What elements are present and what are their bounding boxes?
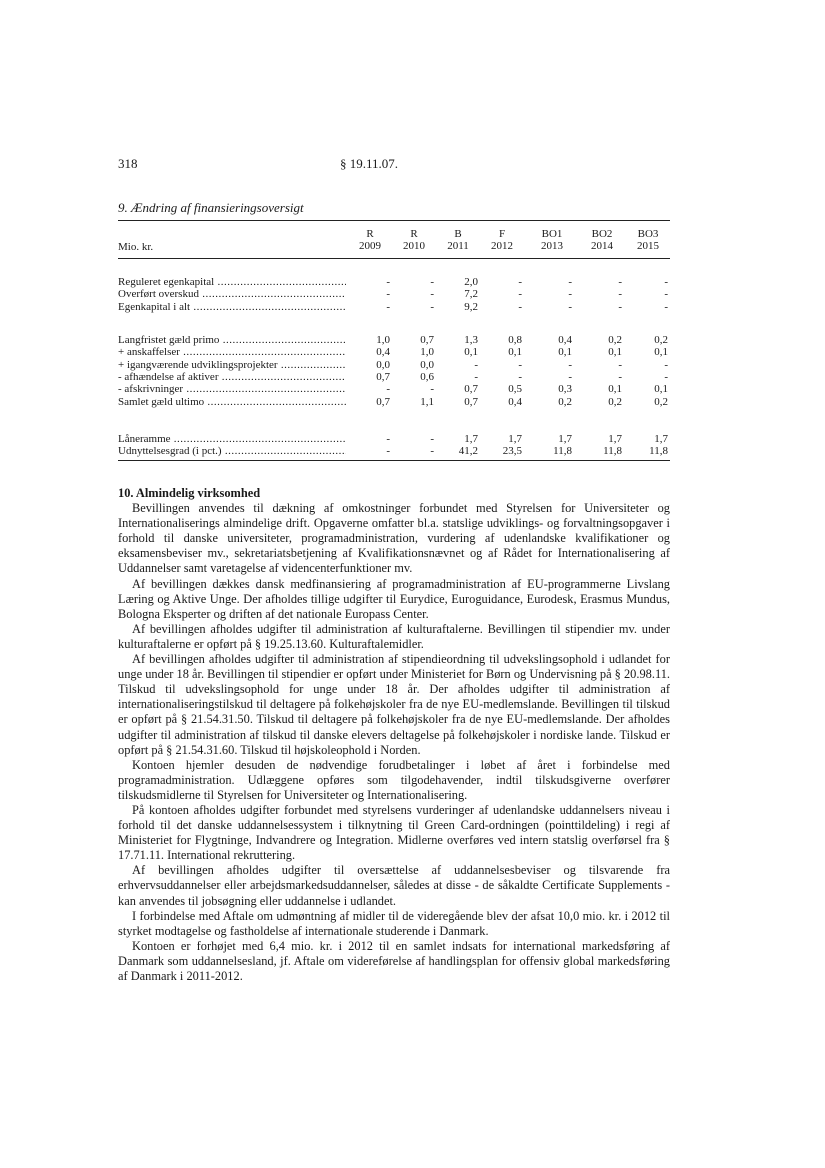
row-label: Langfristet gæld primo ..... [118,334,346,346]
table-cell: 0,0 [376,358,390,371]
table-cell: 0,4 [376,346,390,359]
table-cell: - [568,358,572,371]
column-type: B [454,228,462,240]
row-label: - afhændelse af aktiver ..... [118,371,346,383]
row-label: Udnyttelsesgrad (i pct.) ..... [118,445,346,457]
column-header [480,228,524,252]
table-cell: 1,7 [464,433,478,445]
table-cell: - [518,288,522,301]
table-cell: - [430,300,434,313]
table-cell: 1,7 [654,433,668,445]
paragraph: Af bevillingen afholdes udgifter til oversættelse af uddannelsesbeviser og tilsvarende fra erhvervsuddannelser eller arbejdsmarkedsuddannelser, således at disse - de såkaldte Certificate Supplements - kan anvendes til jobsøgning eller uddannelse i udlandet. [118,863,670,908]
section-body [118,486,670,984]
row-label: + igangværende udviklingsprojekter ..... [118,359,346,371]
column-year: 2015 [637,240,659,252]
paragraph: Kontoen hjemler desuden de nødvendige forudbetalinger i løbet af året i forbindelse med programadministration. Udlæggene opføres som tilgodehavender, indtil tilskudsgiverne overfører tilskudsmidlerne til Styrelsen for Universiteter og Internationalisering. [118,757,670,802]
column-type: BO3 [637,228,659,240]
row-label: - afskrivninger ..... [118,383,346,395]
table-cell: 0,7 [464,395,478,408]
table-cell: 1,7 [558,433,572,445]
table-cell: - [430,276,434,288]
table-cell: - [618,276,622,288]
table-cell: 0,7 [376,370,390,383]
table-cell: 0,2 [608,395,622,408]
table-cell: - [518,276,522,288]
row-label: Overført overskud ..... [118,288,346,300]
column-year: 2009 [359,240,381,252]
column-type: R [410,228,418,240]
section-title: 10. Almindelig virksomhed [118,486,261,500]
paragraph: Af bevillingen dækkes dansk medfinansiering af programadministration af EU-programmerne Livslang Læring og Aktive Unge. Der afholdes tillige udgifter til Eurydice, Euroguidance, Eurodesk, Erasmus Mundus, Bologna Eksperter og driften af det nationale Europass Center. [118,576,670,621]
table-cell: 1,0 [376,334,390,346]
column-year: 2012 [491,240,513,252]
table-cell: 0,1 [558,346,572,359]
table-row [118,301,670,313]
table-row [118,334,670,346]
paragraph: Bevillingen anvendes til dækning af omkostninger forbundet med Styrelsen for Universiteter og Internationaliserings almindelige drift. Opgaverne omfatter bl.a. statslige udviklings- og forvaltningsopgaver i forhold til danske universiteter, programadministration, vurdering af udenlandske kvalifikationer og eksamensbeviser mv., sekretariatsbetjening af Kvalifikationsnævnet og af Rådet for Internationalisering af Uddannelser samt varetagelse af videncenterfunktioner mv. [118,501,670,576]
table-cell: 11,8 [603,445,622,458]
column-header [348,228,392,252]
table-row [118,276,670,288]
table-cell: 0,2 [608,334,622,346]
table-cell: 1,1 [420,395,434,408]
table-cell: 0,5 [508,383,522,396]
table-cell: 0,7 [376,395,390,408]
table-cell: 0,0 [420,358,434,371]
table-cell: 0,1 [608,383,622,396]
table-cell: - [568,300,572,313]
table-top-rule [118,220,670,221]
table-title: 9. Ændring af finansieringsoversigt [118,200,304,215]
table-cell: - [618,300,622,313]
unit-label: Mio. kr. [118,241,154,253]
paragraph: På kontoen afholdes udgifter forbundet med styrelsens vurderinger af udenlandske uddannelsers niveau i forhold til det danske uddannelsessystem i tilknytning til Green Card-ordningen (pointtildeling) i regi af Ministeriet for Flygtninge, Indvandrere og Integration. Midlerne overføres ved intern statslig overførsel fra § 17.71.11. International rekruttering. [118,802,670,863]
table-cell: 41,2 [458,445,478,458]
table-cell: 0,1 [608,346,622,359]
table-cell: 23,5 [502,445,522,458]
table-cell: - [518,300,522,313]
table-row [118,433,670,445]
table-cell: - [386,445,390,458]
paragraph: Af bevillingen afholdes udgifter til administration af stipendieordning til udvekslingsophold i udlandet for unge under 18 år. Bevillingen til stipendier er opført under Ministeriet for Børn og Undervisning på § 20.98.11. Tilskud til udvekslingsophold for unge under 18 år. Der afholdes udgifter til administration af internationaliseringstilskud til deltagere på folkehøjskoler fra de nye EU-medlemslande. Bevillingen til tilskud er opført på § 21.54.31.50. Tilskud til deltagere på folkehøjskoler fra de nye EU-medlemslande. Der afholdes udgifter til administration af tilskud til danske elevers deltagelse på folkehøjskoler i nordiske lande. Tilskud er opført på § 21.54.31.60. Tilskud til højskoleophold i Norden. [118,652,670,757]
table-cell: - [386,383,390,396]
table-cell: - [568,288,572,301]
table-cell: 1,7 [508,433,522,445]
table-cell: 0,2 [654,395,668,408]
row-label: Samlet gæld ultimo ..... [118,396,346,408]
paragraph: I forbindelse med Aftale om udmøntning af midler til de videregående blev der afsat 10,0 mio. kr. i 2012 til styrket modtagelse og fastholdelse af internationale studerende i Danmark. [118,908,670,938]
table-cell: 11,8 [649,445,668,458]
table-cell: 0,1 [464,346,478,359]
row-label: Låneramme ..... [118,433,346,445]
column-year: 2010 [403,240,425,252]
table-cell: - [430,288,434,301]
table-cell: 0,1 [654,346,668,359]
column-type: F [498,228,506,240]
row-label: Egenkapital i alt ..... [118,301,346,313]
table-cell: - [568,276,572,288]
paragraph: Kontoen er forhøjet med 6,4 mio. kr. i 2012 til en samlet indsats for international markedsføring af Danmark som uddannelsesland, jf. Aftale om videreførelse af handlingsplan for offensiv global markedsføring af Danmark i 2011-2012. [118,938,670,983]
column-header [580,228,624,252]
table-row [118,288,670,300]
table-cell: 1,7 [608,433,622,445]
table-cell: - [518,358,522,371]
table-cell: 0,7 [420,334,434,346]
table-cell: 7,2 [464,288,478,301]
table-row [118,383,670,395]
section-reference: § 19.11.07. [340,156,399,171]
column-year: 2011 [447,240,469,252]
table-cell: 9,2 [464,300,478,313]
table-cell: - [474,358,478,371]
table-row [118,359,670,371]
table-cell: 0,6 [420,370,434,383]
table-cell: - [386,300,390,313]
row-label: Reguleret egenkapital ..... [118,276,346,288]
column-header [392,228,436,252]
header-bottom-rule [118,258,670,259]
table-cell: - [386,288,390,301]
table-cell: - [664,370,668,383]
paragraph: Af bevillingen afholdes udgifter til administration af kulturaftalerne. Bevillingen til stipendier mv. under kulturaftalerne er opført på § 19.25.13.60. Kulturaftalemidler. [118,621,670,651]
table-cell: 0,4 [508,395,522,408]
table-cell: - [618,370,622,383]
table-cell: - [664,288,668,301]
column-type: R [366,228,374,240]
table-row [118,346,670,358]
column-year: 2013 [541,240,563,252]
row-label: + anskaffelser ..... [118,346,346,358]
table-cell: - [430,383,434,396]
table-cell: - [474,370,478,383]
table-cell: - [518,370,522,383]
table-cell: - [664,300,668,313]
column-header [626,228,670,252]
table-cell: 0,4 [558,334,572,346]
table-row [118,396,670,408]
table-cell: 2,0 [464,276,478,288]
table-cell: - [568,370,572,383]
table-cell: 0,2 [654,334,668,346]
table-cell: - [664,276,668,288]
table-cell: - [664,358,668,371]
table-cell: - [430,445,434,458]
table-cell: 0,8 [508,334,522,346]
column-header [436,228,480,252]
table-row [118,445,670,457]
table-cell: - [618,358,622,371]
page-number: 318 [118,156,138,171]
section-paragraphs [118,501,670,984]
table-cell: 11,8 [553,445,572,458]
column-header [530,228,574,252]
table-cell: 0,3 [558,383,572,396]
column-type: BO1 [541,228,563,240]
table-row [118,371,670,383]
table-bottom-rule [118,460,670,461]
table-cell: - [430,433,434,445]
table-cell: - [618,288,622,301]
table-cell: 0,1 [508,346,522,359]
table-cell: 1,0 [420,346,434,359]
table-cell: 0,1 [654,383,668,396]
column-year: 2014 [591,240,613,252]
table-cell: 1,3 [464,334,478,346]
table-cell: - [386,433,390,445]
column-type: BO2 [591,228,613,240]
table-cell: - [386,276,390,288]
table-cell: 0,2 [558,395,572,408]
table-cell: 0,7 [464,383,478,396]
